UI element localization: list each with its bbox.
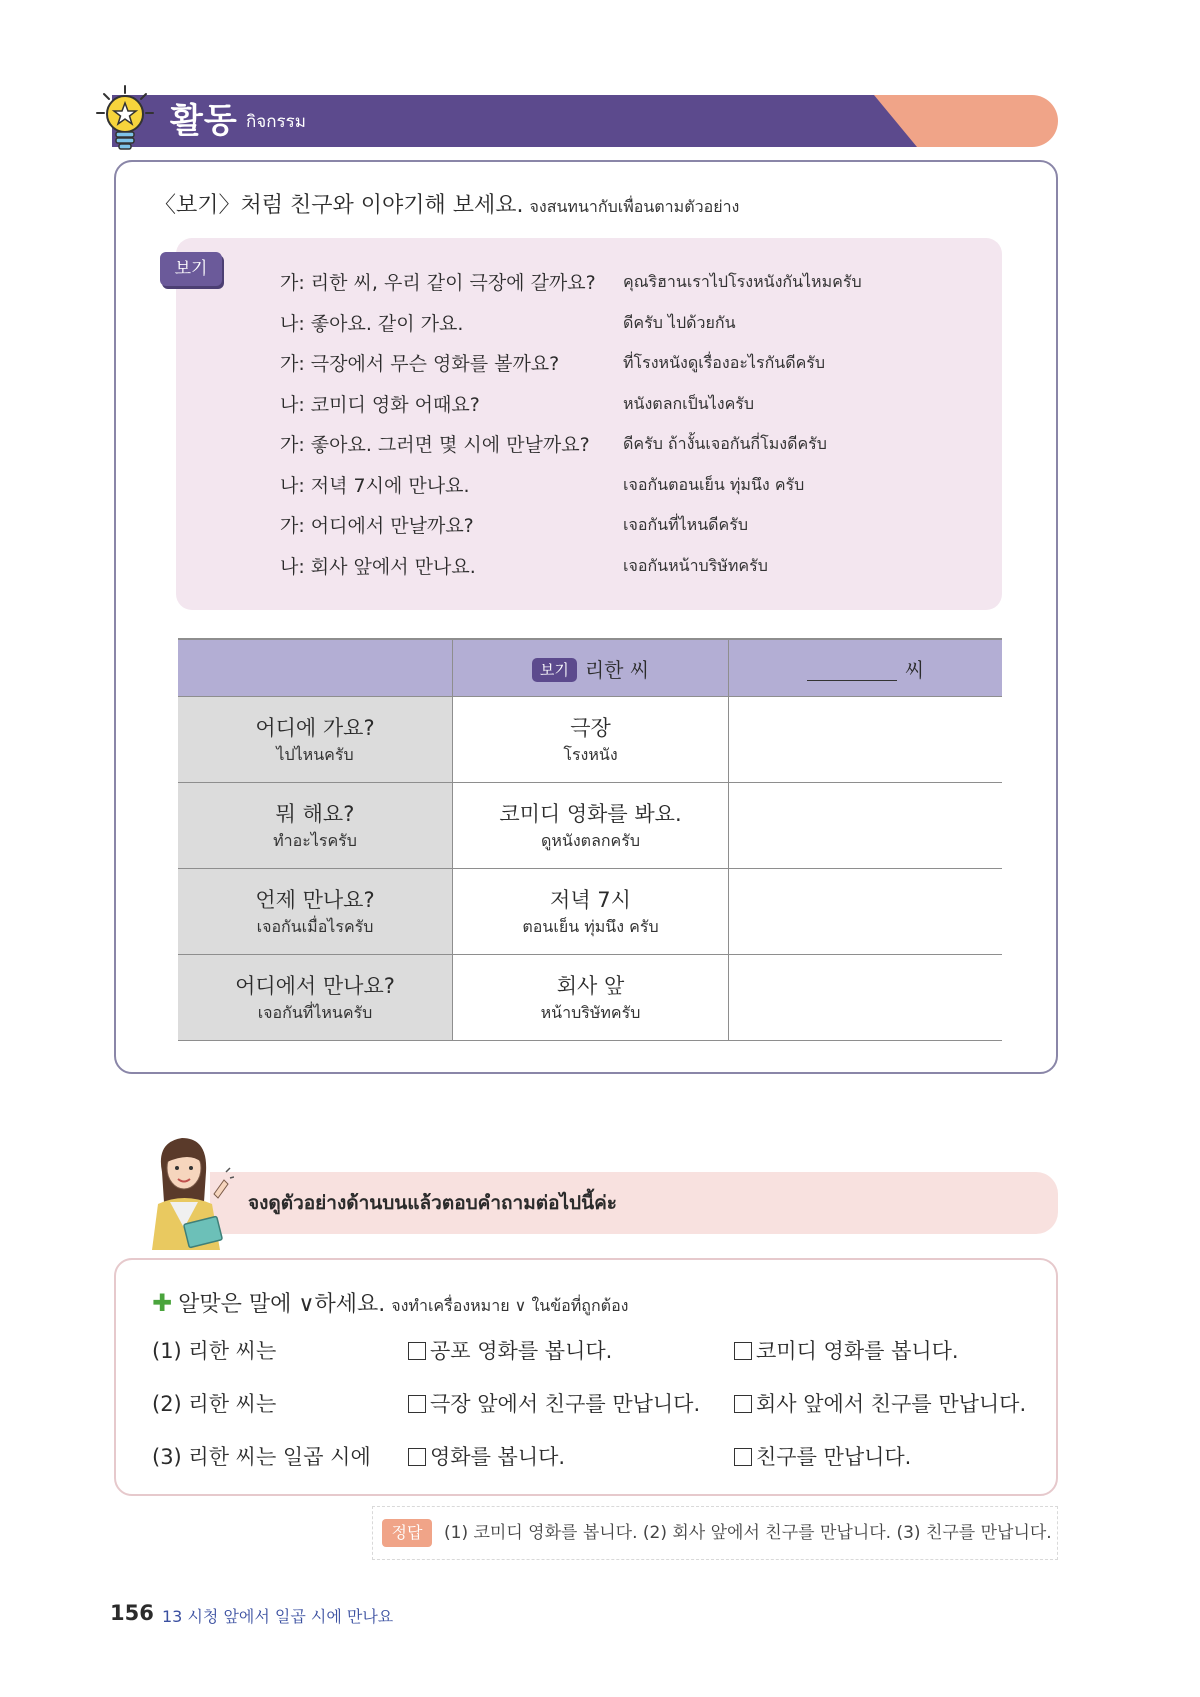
dialogue-line xyxy=(280,471,980,501)
lightbulb-star-icon xyxy=(94,84,156,154)
checkbox[interactable] xyxy=(408,1395,426,1413)
dialogue-ko: 가: 극장에서 무슨 영화를 볼까요? xyxy=(280,353,560,375)
dialogue-ko: 가: 좋아요. 그러면 몇 시에 만날까요? xyxy=(280,434,590,456)
dialogue-th: เจอกันหน้าบริษัทครับ xyxy=(623,556,768,575)
dialogue-ko: 가: 리한 씨, 우리 같이 극장에 갈까요? xyxy=(280,272,596,294)
teacher-instruction: จงดูตัวอย่างด้านบนแล้วตอบคำถามต่อไปนี้ค่ะ xyxy=(248,1192,618,1214)
option-item[interactable] xyxy=(408,1441,565,1473)
option-label: 영화를 봅니다. xyxy=(430,1445,566,1469)
question-th: ไปไหนครับ xyxy=(276,744,354,764)
banner-title: 활동 xyxy=(170,101,238,141)
question-cell xyxy=(178,697,453,783)
dialogue-th: ดีครับ ไปด้วยกัน xyxy=(623,313,736,332)
banner-subtitle: กิจกรรม xyxy=(246,112,307,132)
answer-cell xyxy=(453,697,729,783)
table-header-example xyxy=(453,639,729,697)
dialogue-th: หนังตลกเป็นไงครับ xyxy=(623,394,755,413)
question-th: ทำอะไรครับ xyxy=(273,830,357,850)
activity-instruction xyxy=(154,188,739,220)
question-ko: 어디에 가요? xyxy=(255,715,375,740)
example-mini-tag: 보기 xyxy=(532,658,577,682)
dialogue-th: ที่โรงหนังดูเรื่องอะไรกันดีครับ xyxy=(623,353,826,372)
option-label: 공포 영화를 봅니다. xyxy=(430,1339,613,1363)
checkbox[interactable] xyxy=(734,1395,752,1413)
checkbox[interactable] xyxy=(734,1342,752,1360)
dialogue-line xyxy=(280,552,980,582)
dialogue-th: คุณริฮานเราไปโรงหนังกันไหมครับ xyxy=(623,272,862,291)
table-row xyxy=(178,955,1002,1041)
table-header-row xyxy=(178,639,1002,697)
answer-ko: 코미디 영화를 봐요. xyxy=(499,801,682,826)
option-item[interactable] xyxy=(408,1335,612,1367)
option-item[interactable] xyxy=(734,1388,1026,1420)
blank-cell[interactable] xyxy=(729,955,1003,1041)
dialogue-line xyxy=(280,309,980,339)
dialogue-line xyxy=(280,430,980,460)
question-label: (2) 리한 씨는 xyxy=(152,1392,277,1416)
question-th: เจอกันที่ไหนครับ xyxy=(257,1002,373,1022)
answer-th: ตอนเย็น ทุ่มนึง ครับ xyxy=(522,916,659,936)
question-ko: 어디에서 만나요? xyxy=(235,973,395,998)
question-label: (3) 리한 씨는 일곱 시에 xyxy=(152,1445,371,1469)
plus-icon: ✚ xyxy=(152,1289,173,1317)
dialogue-line xyxy=(280,511,980,541)
dialogue-ko: 나: 저녁 7시에 만나요. xyxy=(280,475,470,497)
answer-cell xyxy=(453,783,729,869)
question-ko: 언제 만나요? xyxy=(255,887,375,912)
answer-ko: 저녁 7시 xyxy=(550,887,631,912)
example-tag: 보기 xyxy=(160,252,222,286)
question-th: เจอกันเมื่อไรครับ xyxy=(256,916,374,936)
dialogue-th: ดีครับ ถ้างั้นเจอกันกี่โมงดีครับ xyxy=(623,434,827,453)
question-title xyxy=(152,1287,629,1319)
answer-ko: 회사 앞 xyxy=(556,973,625,998)
question-label: (1) 리한 씨는 xyxy=(152,1339,277,1363)
chapter-title: 13 시청 앞에서 일곱 시에 만나요 xyxy=(162,1607,394,1626)
name-blank xyxy=(807,664,897,681)
answer-tag: 정답 xyxy=(382,1519,432,1547)
answer-ko: 극장 xyxy=(570,715,611,740)
dialogue-ko: 나: 좋아요. 같이 가요. xyxy=(280,313,464,335)
dialogue-line xyxy=(280,349,980,379)
question-cell xyxy=(178,783,453,869)
table-header-empty xyxy=(178,639,453,697)
answer-th: โรงหนัง xyxy=(563,744,618,764)
question-cell xyxy=(178,955,453,1041)
question-title-th: จงทำเครื่องหมาย ∨ ในข้อที่ถูกต้อง xyxy=(391,1296,629,1315)
checkbox[interactable] xyxy=(408,1342,426,1360)
friend-suffix: 씨 xyxy=(904,657,925,682)
table-row xyxy=(178,869,1002,955)
option-label: 친구를 만납니다. xyxy=(756,1445,912,1469)
page-number: 156 xyxy=(110,1601,154,1625)
option-item[interactable] xyxy=(408,1388,700,1420)
dialogue-ko: 나: 코미디 영화 어때요? xyxy=(280,394,480,416)
option-item[interactable] xyxy=(734,1335,959,1367)
checkbox[interactable] xyxy=(408,1448,426,1466)
question-ko: 뭐 해요? xyxy=(275,801,355,826)
answer-cell xyxy=(453,869,729,955)
answer-th: หน้าบริษัทครับ xyxy=(540,1002,641,1022)
answer-cell xyxy=(453,955,729,1041)
dialogue-ko: 나: 회사 앞에서 만나요. xyxy=(280,556,476,578)
answer-text: (1) 코미디 영화를 봅니다. (2) 회사 앞에서 친구를 만납니다. (3) 친구를 만납니다. xyxy=(444,1523,1052,1543)
option-label: 회사 앞에서 친구를 만납니다. xyxy=(756,1392,1027,1416)
blank-cell[interactable] xyxy=(729,869,1003,955)
dialogue-line xyxy=(280,390,980,420)
dialogue-th: เจอกันตอนเย็น ทุ่มนึง ครับ xyxy=(623,475,805,494)
dialogue-line xyxy=(280,268,980,298)
question-title-ko: 알맞은 말에 ∨하세요. xyxy=(178,1292,386,1317)
dialogue-th: เจอกันที่ไหนดีครับ xyxy=(623,515,748,534)
blank-cell[interactable] xyxy=(729,697,1003,783)
checkbox[interactable] xyxy=(734,1448,752,1466)
dialogue-ko: 가: 어디에서 만날까요? xyxy=(280,515,474,537)
example-name: 리한 씨 xyxy=(584,657,650,682)
table-row xyxy=(178,697,1002,783)
option-item[interactable] xyxy=(734,1441,911,1473)
instruction-ko: 〈보기〉처럼 친구와 이야기해 보세요. xyxy=(154,193,524,218)
teacher-illustration-icon xyxy=(142,1132,234,1250)
table-header-friend xyxy=(729,639,1003,697)
table-row xyxy=(178,783,1002,869)
answer-th: ดูหนังตลกครับ xyxy=(540,830,641,850)
question-cell xyxy=(178,869,453,955)
option-label: 극장 앞에서 친구를 만납니다. xyxy=(430,1392,701,1416)
instruction-th: จงสนทนากับเพื่อนตามตัวอย่าง xyxy=(529,197,740,216)
option-label: 코미디 영화를 봅니다. xyxy=(756,1339,959,1363)
conversation-table xyxy=(178,638,1002,1041)
blank-cell[interactable] xyxy=(729,783,1003,869)
